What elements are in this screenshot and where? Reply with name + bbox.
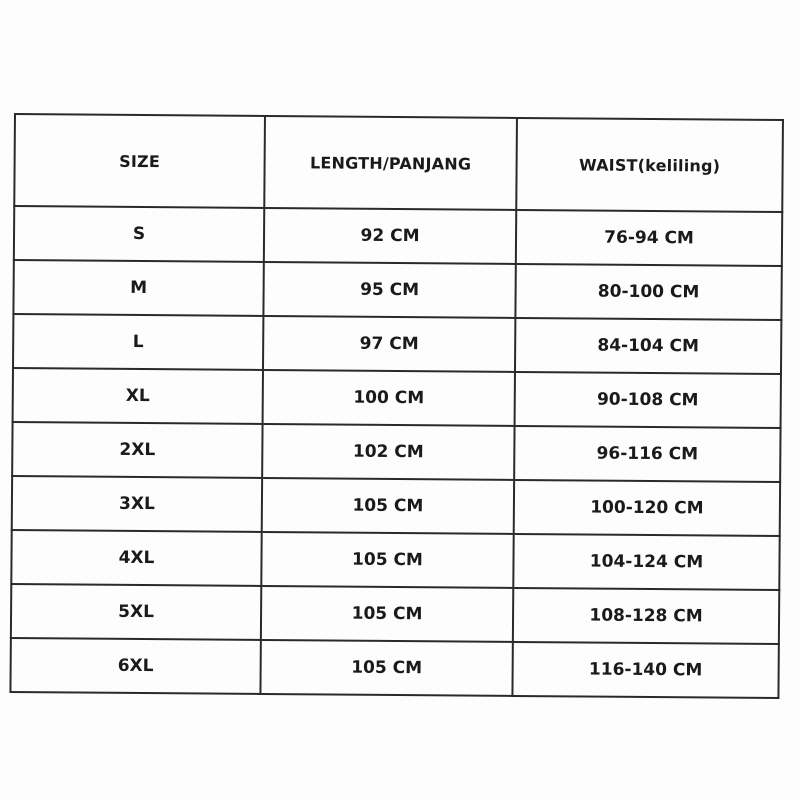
header-row [14, 114, 783, 212]
size-cell: 4XL [11, 530, 261, 586]
length-cell: 95 CM [263, 262, 515, 318]
table-row [12, 422, 780, 482]
length-cell: 105 CM [260, 640, 512, 696]
header-size: SIZE [14, 114, 265, 208]
table-row [11, 530, 779, 590]
table-row [10, 638, 778, 698]
table-row [14, 206, 782, 266]
length-cell: 105 CM [262, 478, 514, 534]
length-cell: 92 CM [264, 208, 516, 264]
length-cell: 100 CM [263, 370, 515, 426]
size-cell: 6XL [10, 638, 260, 694]
length-cell: 105 CM [261, 586, 513, 642]
waist-cell: 100-120 CM [514, 480, 780, 536]
size-cell: XL [13, 368, 263, 424]
table-row [11, 584, 779, 644]
size-cell: M [13, 260, 263, 316]
length-cell: 105 CM [261, 532, 513, 588]
size-cell: 2XL [12, 422, 262, 478]
header-waist: WAIST(keliling) [516, 118, 783, 212]
waist-cell: 104-124 CM [513, 534, 779, 590]
waist-cell: 90-108 CM [515, 372, 781, 428]
waist-cell: 96-116 CM [514, 426, 780, 482]
length-cell: 102 CM [262, 424, 514, 480]
size-cell: 3XL [12, 476, 262, 532]
waist-cell: 108-128 CM [513, 588, 779, 644]
table-row [13, 314, 781, 374]
waist-cell: 84-104 CM [515, 318, 781, 374]
size-cell: L [13, 314, 263, 370]
table-row [13, 260, 781, 320]
table-row [13, 368, 781, 428]
size-chart-container [9, 113, 782, 699]
waist-cell: 80-100 CM [515, 264, 781, 320]
waist-cell: 76-94 CM [516, 210, 782, 266]
header-length: LENGTH/PANJANG [264, 116, 517, 210]
size-cell: 5XL [11, 584, 261, 640]
length-cell: 97 CM [263, 316, 515, 372]
table-row [12, 476, 780, 536]
size-cell: S [14, 206, 264, 262]
waist-cell: 116-140 CM [512, 642, 778, 698]
size-chart-table [9, 113, 784, 699]
